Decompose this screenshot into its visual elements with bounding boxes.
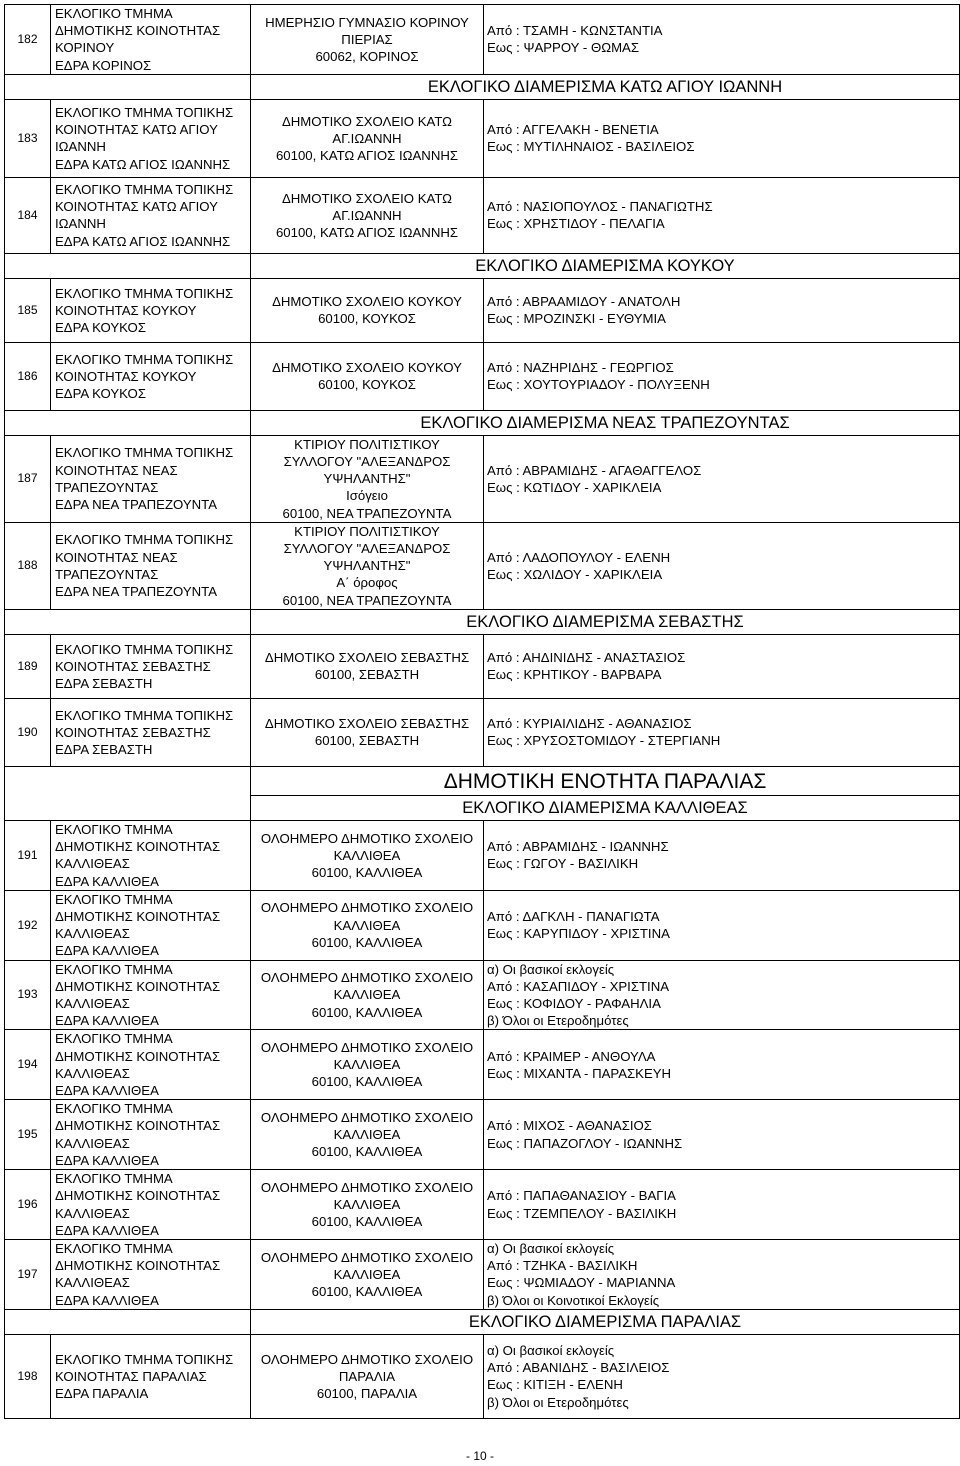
cell-line: ΚΑΛΛΙΘΕΑΣ — [55, 1065, 130, 1081]
voters-range-cell — [484, 1334, 960, 1418]
district-title: ΕΚΛΟΓΙΚΟ ΔΙΑΜΕΡΙΣΜΑ ΚΟΥΚΟΥ — [251, 253, 960, 278]
cell-line: ΕΚΛΟΓΙΚΟ ΤΜΗΜΑ ΤΟΠΙΚΗΣ — [55, 104, 234, 120]
voters-range-cell — [484, 890, 960, 960]
header-left-spacer — [5, 1309, 251, 1334]
section-name-cell — [51, 177, 251, 253]
cell-line: Από : ΑΒΡΑΜΙΔΗΣ - ΙΩΑΝΝΗΣ — [487, 839, 669, 855]
cell-line: Εως : ΧΟΥΤΟΥΡΙΑΔΟΥ - ΠΟΛΥΞΕΝΗ — [487, 377, 710, 393]
section-number: 195 — [5, 1100, 51, 1170]
section-number: 196 — [5, 1170, 51, 1240]
cell-line: Εως : ΧΩΛΙΔΟΥ - ΧΑΡΙΚΛΕΙΑ — [487, 566, 663, 582]
polling-location-cell — [251, 435, 484, 522]
cell-line: ΕΔΡΑ ΚΑΛΛΙΘΕΑ — [55, 1222, 159, 1238]
cell-line: ΟΛΟΗΜΕΡΟ ΔΗΜΟΤΙΚΟ ΣΧΟΛΕΙΟ — [260, 900, 474, 916]
cell-line: Από : ΑΗΔΙΝΙΔΗΣ - ΑΝΑΣΤΑΣΙΟΣ — [487, 650, 686, 666]
cell-line: α) Οι βασικοί εκλογείς — [487, 961, 615, 977]
cell-line: ΣΥΛΛΟΓΟΥ "ΑΛΕΞΑΝΔΡΟΣ — [283, 454, 451, 470]
cell-line: ΕΚΛΟΓΙΚΟ ΤΜΗΜΑ — [55, 1101, 173, 1117]
cell-line: ΙΩΑΝΝΗ — [55, 139, 106, 155]
voters-range-cell — [484, 99, 960, 177]
polling-location-cell — [251, 960, 484, 1030]
municipal-unit-header-row — [5, 766, 960, 795]
cell-line: ΤΡΑΠΕΖΟΥΝΤΑΣ — [55, 566, 159, 582]
cell-line: Εως : ΨΩΜΙΑΔΟΥ - ΜΑΡΙΑΝΝΑ — [487, 1275, 676, 1291]
polling-stations-table — [4, 4, 960, 1419]
cell-line: ΟΛΟΗΜΕΡΟ ΔΗΜΟΤΙΚΟ ΣΧΟΛΕΙΟ — [260, 1040, 474, 1056]
polling-location-cell — [251, 522, 484, 609]
cell-line: Α΄ όροφος — [336, 575, 398, 591]
cell-line: ΔΗΜΟΤΙΚΟ ΣΧΟΛΕΙΟ ΣΕΒΑΣΤΗΣ — [264, 650, 470, 666]
cell-line: ΕΔΡΑ ΚΟΥΚΟΣ — [55, 385, 146, 401]
table-row — [5, 634, 960, 698]
cell-line: Από : ΠΑΠΑΘΑΝΑΣΙΟΥ - ΒΑΓΙΑ — [487, 1188, 676, 1204]
cell-line: 60100, ΚΑΤΩ ΑΓΙΟΣ ΙΩΑΝΝΗΣ — [275, 224, 459, 240]
cell-line: 60100, ΝΕΑ ΤΡΑΠΕΖΟΥΝΤΑ — [282, 592, 452, 608]
cell-line: ΔΗΜΟΤΙΚΟ ΣΧΟΛΕΙΟ ΚΟΥΚΟΥ — [272, 360, 462, 376]
cell-line: ΚΑΛΛΙΘΕΑΣ — [55, 1275, 130, 1291]
cell-line: ΕΔΡΑ ΣΕΒΑΣΤΗ — [55, 675, 153, 691]
cell-line: ΔΗΜΟΤΙΚΗΣ ΚΟΙΝΟΤΗΤΑΣ — [55, 1118, 221, 1134]
cell-line: ΔΗΜΟΤΙΚΟ ΣΧΟΛΕΙΟ ΣΕΒΑΣΤΗΣ — [264, 716, 470, 732]
section-name-cell — [51, 960, 251, 1030]
cell-line: 60100, ΚΟΥΚΟΣ — [318, 377, 416, 393]
section-name-cell — [51, 278, 251, 342]
polling-location-cell — [251, 634, 484, 698]
cell-line: Από : ΚΑΣΑΠΙΔΟΥ - ΧΡΙΣΤΙΝΑ — [487, 978, 670, 994]
cell-line: ΕΔΡΑ ΚΑΤΩ ΑΓΙΟΣ ΙΩΑΝΝΗΣ — [55, 233, 231, 249]
cell-line: ΚΑΛΛΙΘΕΑ — [333, 1127, 401, 1143]
cell-line: ΔΗΜΟΤΙΚΟ ΣΧΟΛΕΙΟ ΚΑΤΩ — [281, 113, 453, 129]
cell-line: ΠΙΕΡΙΑΣ — [341, 31, 393, 47]
district-title: ΕΚΛΟΓΙΚΟ ΔΙΑΜΕΡΙΣΜΑ ΠΑΡΑΛΙΑΣ — [251, 1309, 960, 1334]
header-left-spacer — [5, 74, 251, 99]
cell-line: 60100, ΚΑΛΛΙΘΕΑ — [311, 1004, 423, 1020]
cell-line: ΕΚΛΟΓΙΚΟ ΤΜΗΜΑ — [55, 961, 173, 977]
polling-location-cell — [251, 177, 484, 253]
cell-line: Από : ΤΣΑΜΗ - ΚΩΝΣΤΑΝΤΙΑ — [487, 23, 663, 39]
section-name-cell — [51, 634, 251, 698]
cell-line: ΚΟΙΝΟΤΗΤΑΣ ΠΑΡΑΛΙΑΣ — [55, 1368, 207, 1384]
section-name-cell — [51, 820, 251, 890]
cell-line: ΔΗΜΟΤΙΚΗΣ ΚΟΙΝΟΤΗΤΑΣ — [55, 839, 221, 855]
section-name-cell — [51, 99, 251, 177]
cell-line: ΚΟΙΝΟΤΗΤΑΣ ΝΕΑΣ — [55, 549, 178, 565]
polling-location-cell — [251, 1030, 484, 1100]
voters-range-cell — [484, 1239, 960, 1309]
cell-line: ΔΗΜΟΤΙΚΗΣ ΚΟΙΝΟΤΗΤΑΣ — [55, 978, 221, 994]
cell-line: ΔΗΜΟΤΙΚΟ ΣΧΟΛΕΙΟ ΚΟΥΚΟΥ — [272, 294, 462, 310]
cell-line: ΔΗΜΟΤΙΚΗΣ ΚΟΙΝΟΤΗΤΑΣ — [55, 1188, 221, 1204]
cell-line: Εως : ΧΡΥΣΟΣΤΟΜΙΔΟΥ - ΣΤΕΡΓΙΑΝΗ — [487, 733, 721, 749]
table-row — [5, 890, 960, 960]
section-name-cell — [51, 342, 251, 410]
cell-line: ΕΔΡΑ ΣΕΒΑΣΤΗ — [55, 741, 153, 757]
table-row — [5, 435, 960, 522]
cell-line: Εως : ΜΙΧΑΝΤΑ - ΠΑΡΑΣΚΕΥΗ — [487, 1065, 672, 1081]
header-left-spacer — [5, 253, 251, 278]
cell-line: ΔΗΜΟΤΙΚΗΣ ΚΟΙΝΟΤΗΤΑΣ — [55, 1048, 221, 1064]
cell-line: ΑΓ.ΙΩΑΝΝΗ — [332, 207, 402, 223]
cell-line: Εως : ΚΩΤΙΔΟΥ - ΧΑΡΙΚΛΕΙΑ — [487, 479, 662, 495]
section-name-cell — [51, 522, 251, 609]
table-row — [5, 820, 960, 890]
cell-line: ΕΚΛΟΓΙΚΟ ΤΜΗΜΑ ΤΟΠΙΚΗΣ — [55, 1351, 234, 1367]
cell-line: Από : ΚΡΑΙΜΕΡ - ΑΝΘΟΥΛΑ — [487, 1048, 656, 1064]
cell-line: ΕΔΡΑ ΚΑΛΛΙΘΕΑ — [55, 1152, 159, 1168]
cell-line: Από : ΑΒΡΑΜΙΔΗΣ - ΑΓΑΘΑΓΓΕΛΟΣ — [487, 462, 702, 478]
cell-line: ΟΛΟΗΜΕΡΟ ΔΗΜΟΤΙΚΟ ΣΧΟΛΕΙΟ — [260, 1351, 474, 1367]
section-name-cell — [51, 1239, 251, 1309]
cell-line: ΕΚΛΟΓΙΚΟ ΤΜΗΜΑ ΤΟΠΙΚΗΣ — [55, 707, 234, 723]
header-left-spacer — [5, 609, 251, 634]
cell-line: ΕΔΡΑ ΚΑΛΛΙΘΕΑ — [55, 1013, 159, 1029]
polling-location-cell — [251, 1334, 484, 1418]
cell-line: 60100, ΚΑΛΛΙΘΕΑ — [311, 1214, 423, 1230]
cell-line: Εως : ΚΡΗΤΙΚΟΥ - ΒΑΡΒΑΡΑ — [487, 667, 662, 683]
polling-location-cell — [251, 1170, 484, 1240]
district-header-row — [5, 410, 960, 435]
cell-line: ΗΜΕΡΗΣΙΟ ΓΥΜΝΑΣΙΟ ΚΟΡΙΝΟΥ — [265, 14, 469, 30]
cell-line: Από : ΑΓΓΕΛΑΚΗ - ΒΕΝΕΤΙΑ — [487, 122, 659, 138]
section-number: 186 — [5, 342, 51, 410]
cell-line: ΕΚΛΟΓΙΚΟ ΤΜΗΜΑ ΤΟΠΙΚΗΣ — [55, 351, 234, 367]
cell-line: Από : ΚΥΡΙΑΙΛΙΔΗΣ - ΑΘΑΝΑΣΙΟΣ — [487, 716, 692, 732]
cell-line: 60100, ΚΑΛΛΙΘΕΑ — [311, 1144, 423, 1160]
section-number: 193 — [5, 960, 51, 1030]
cell-line: ΚΟΙΝΟΤΗΤΑΣ ΣΕΒΑΣΤΗΣ — [55, 658, 211, 674]
table-row — [5, 5, 960, 75]
cell-line: ΟΛΟΗΜΕΡΟ ΔΗΜΟΤΙΚΟ ΣΧΟΛΕΙΟ — [260, 1179, 474, 1195]
cell-line: Εως : ΜΡΟΖΙΝΣΚΙ - ΕΥΘΥΜΙΑ — [487, 311, 666, 327]
cell-line: ΕΔΡΑ ΚΟΡΙΝΟΣ — [55, 57, 152, 73]
section-number: 184 — [5, 177, 51, 253]
polling-location-cell — [251, 99, 484, 177]
cell-line: ΚΤΙΡΙΟΥ ΠΟΛΙΤΙΣΤΙΚΟΥ — [294, 436, 440, 452]
table-row — [5, 698, 960, 766]
cell-line: ΚΑΛΛΙΘΕΑΣ — [55, 1135, 130, 1151]
voters-range-cell — [484, 1030, 960, 1100]
cell-line: ΕΔΡΑ ΚΑΛΛΙΘΕΑ — [55, 943, 159, 959]
cell-line: Από : ΛΑΔΟΠΟΥΛΟΥ - ΕΛΕΝΗ — [487, 549, 671, 565]
cell-line: ΚΟΙΝΟΤΗΤΑΣ ΚΑΤΩ ΑΓΙΟΥ — [55, 122, 218, 138]
section-name-cell — [51, 435, 251, 522]
section-name-cell — [51, 698, 251, 766]
voters-range-cell — [484, 522, 960, 609]
cell-line: 60100, ΣΕΒΑΣΤΗ — [314, 667, 420, 683]
cell-line: ΣΥΛΛΟΓΟΥ "ΑΛΕΞΑΝΔΡΟΣ — [283, 541, 451, 557]
table-row — [5, 278, 960, 342]
cell-line: 60100, ΚΟΥΚΟΣ — [318, 311, 416, 327]
cell-line: ΕΚΛΟΓΙΚΟ ΤΜΗΜΑ ΤΟΠΙΚΗΣ — [55, 641, 234, 657]
district-header-row — [5, 609, 960, 634]
cell-line: Από : ΤΖΗΚΑ - ΒΑΣΙΛΙΚΗ — [487, 1258, 638, 1274]
cell-line: Από : ΝΑΖΗΡΙΔΗΣ - ΓΕΩΡΓΙΟΣ — [487, 360, 674, 376]
polling-location-cell — [251, 890, 484, 960]
cell-line: ΚΑΛΛΙΘΕΑ — [333, 987, 401, 1003]
cell-line: Από : ΝΑΣΙΟΠΟΥΛΟΣ - ΠΑΝΑΓΙΩΤΗΣ — [487, 199, 713, 215]
cell-line: ΚΟΙΝΟΤΗΤΑΣ ΚΑΤΩ ΑΓΙΟΥ — [55, 199, 218, 215]
district-title: ΕΚΛΟΓΙΚΟ ΔΙΑΜΕΡΙΣΜΑ ΚΑΤΩ ΑΓΙΟΥ ΙΩΑΝΝΗ — [251, 74, 960, 99]
cell-line: β) Όλοι οι Ετεροδημότες — [487, 1013, 629, 1029]
cell-line: Από : ΔΑΓΚΛΗ - ΠΑΝΑΓΙΩΤΑ — [487, 909, 660, 925]
cell-line: ΔΗΜΟΤΙΚΟ ΣΧΟΛΕΙΟ ΚΑΤΩ — [281, 190, 453, 206]
table-row — [5, 99, 960, 177]
cell-line: ΕΚΛΟΓΙΚΟ ΤΜΗΜΑ — [55, 1031, 173, 1047]
section-number: 192 — [5, 890, 51, 960]
cell-line: Εως : ΠΑΠΑΖΟΓΛΟΥ - ΙΩΑΝΝΗΣ — [487, 1135, 683, 1151]
cell-line: ΟΛΟΗΜΕΡΟ ΔΗΜΟΤΙΚΟ ΣΧΟΛΕΙΟ — [260, 970, 474, 986]
cell-line: ΚΟΙΝΟΤΗΤΑΣ ΣΕΒΑΣΤΗΣ — [55, 724, 211, 740]
cell-line: ΔΗΜΟΤΙΚΗΣ ΚΟΙΝΟΤΗΤΑΣ — [55, 909, 221, 925]
cell-line: ΕΔΡΑ ΝΕΑ ΤΡΑΠΕΖΟΥΝΤΑ — [55, 497, 218, 513]
cell-line: Εως : ΨΑΡΡΟΥ - ΘΩΜΑΣ — [487, 40, 640, 56]
polling-location-cell — [251, 1100, 484, 1170]
polling-location-cell — [251, 278, 484, 342]
cell-line: Εως : ΧΡΗΣΤΙΔΟΥ - ΠΕΛΑΓΙΑ — [487, 216, 665, 232]
cell-line: β) Όλοι οι Κοινοτικοί Εκλογείς — [487, 1292, 660, 1308]
cell-line: ΕΚΛΟΓΙΚΟ ΤΜΗΜΑ ΤΟΠΙΚΗΣ — [55, 181, 234, 197]
polling-location-cell — [251, 698, 484, 766]
voters-range-cell — [484, 634, 960, 698]
voters-range-cell — [484, 698, 960, 766]
table-row — [5, 177, 960, 253]
voters-range-cell — [484, 278, 960, 342]
header-left-spacer — [5, 410, 251, 435]
cell-line: ΚΤΙΡΙΟΥ ΠΟΛΙΤΙΣΤΙΚΟΥ — [294, 523, 440, 539]
section-number: 198 — [5, 1334, 51, 1418]
cell-line: ΕΚΛΟΓΙΚΟ ΤΜΗΜΑ ΤΟΠΙΚΗΣ — [55, 445, 234, 461]
cell-line: α) Οι βασικοί εκλογείς — [487, 1343, 615, 1358]
section-number: 182 — [5, 5, 51, 75]
voters-range-cell — [484, 342, 960, 410]
polling-location-cell — [251, 5, 484, 75]
table-row — [5, 342, 960, 410]
section-number: 194 — [5, 1030, 51, 1100]
cell-line: β) Όλοι οι Ετεροδημότες — [487, 1394, 629, 1410]
municipal-unit-title: ΔΗΜΟΤΙΚΗ ΕΝΟΤΗΤΑ ΠΑΡΑΛΙΑΣ — [251, 766, 960, 795]
cell-line: ΚΑΛΛΙΘΕΑ — [333, 1196, 401, 1212]
cell-line: ΚΑΛΛΙΘΕΑΣ — [55, 856, 130, 872]
table-row — [5, 1030, 960, 1100]
cell-line: ΚΑΛΛΙΘΕΑ — [333, 847, 401, 863]
section-number: 190 — [5, 698, 51, 766]
voters-range-cell — [484, 177, 960, 253]
header-left-spacer — [5, 766, 251, 795]
cell-line: ΚΑΛΛΙΘΕΑΣ — [55, 1205, 130, 1221]
cell-line: Εως : ΤΖΕΜΠΕΛΟΥ - ΒΑΣΙΛΙΚΗ — [487, 1205, 677, 1221]
table-row — [5, 1100, 960, 1170]
cell-line: ΕΔΡΑ ΚΑΛΛΙΘΕΑ — [55, 873, 159, 889]
cell-line: 60100, ΚΑΛΛΙΘΕΑ — [311, 864, 423, 880]
section-number: 187 — [5, 435, 51, 522]
cell-line: ΟΛΟΗΜΕΡΟ ΔΗΜΟΤΙΚΟ ΣΧΟΛΕΙΟ — [260, 830, 474, 846]
cell-line: ΔΗΜΟΤΙΚΗΣ ΚΟΙΝΟΤΗΤΑΣ — [55, 23, 221, 39]
section-name-cell — [51, 1100, 251, 1170]
voters-range-cell — [484, 1100, 960, 1170]
cell-line: 60100, ΝΕΑ ΤΡΑΠΕΖΟΥΝΤΑ — [282, 505, 452, 521]
cell-line: ΕΚΛΟΓΙΚΟ ΤΜΗΜΑ — [55, 821, 173, 837]
polling-location-cell — [251, 820, 484, 890]
cell-line: ΕΚΛΟΓΙΚΟ ΤΜΗΜΑ — [55, 6, 173, 21]
cell-line: 60100, ΚΑΤΩ ΑΓΙΟΣ ΙΩΑΝΝΗΣ — [275, 147, 459, 163]
district-title: ΕΚΛΟΓΙΚΟ ΔΙΑΜΕΡΙΣΜΑ ΝΕΑΣ ΤΡΑΠΕΖΟΥΝΤΑΣ — [251, 410, 960, 435]
district-header-row — [5, 1309, 960, 1334]
polling-location-cell — [251, 1239, 484, 1309]
cell-line: ΤΡΑΠΕΖΟΥΝΤΑΣ — [55, 479, 159, 495]
cell-line: ΕΔΡΑ ΚΑΛΛΙΘΕΑ — [55, 1083, 159, 1099]
cell-line: ΔΗΜΟΤΙΚΗΣ ΚΟΙΝΟΤΗΤΑΣ — [55, 1258, 221, 1274]
table-row — [5, 1334, 960, 1418]
cell-line: ΚΟΙΝΟΤΗΤΑΣ ΝΕΑΣ — [55, 462, 178, 478]
cell-line: Εως : ΓΩΓΟΥ - ΒΑΣΙΛΙΚΗ — [487, 856, 639, 872]
cell-line: Ισόγειο — [346, 488, 388, 504]
district-header-row — [5, 253, 960, 278]
cell-line: 60100, ΚΑΛΛΙΘΕΑ — [311, 934, 423, 950]
header-left-spacer — [5, 795, 251, 820]
cell-line: ΚΑΛΛΙΘΕΑΣ — [55, 926, 130, 942]
polling-location-cell — [251, 342, 484, 410]
section-name-cell — [51, 1030, 251, 1100]
cell-line: ΕΚΛΟΓΙΚΟ ΤΜΗΜΑ ΤΟΠΙΚΗΣ — [55, 285, 234, 301]
cell-line: ΕΔΡΑ ΚΑΤΩ ΑΓΙΟΣ ΙΩΑΝΝΗΣ — [55, 156, 231, 172]
section-name-cell — [51, 1170, 251, 1240]
cell-line: ΠΑΡΑΛΙΑ — [338, 1368, 396, 1384]
section-number: 189 — [5, 634, 51, 698]
voters-range-cell — [484, 435, 960, 522]
cell-line: ΚΟΙΝΟΤΗΤΑΣ ΚΟΥΚΟΥ — [55, 302, 197, 318]
cell-line: ΕΚΛΟΓΙΚΟ ΤΜΗΜΑ — [55, 1171, 173, 1187]
district-header-row — [5, 795, 960, 820]
cell-line: Εως : ΚΑΡΥΠΙΔΟΥ - ΧΡΙΣΤΙΝΑ — [487, 926, 670, 942]
cell-line: ΚΑΛΛΙΘΕΑΣ — [55, 996, 130, 1012]
cell-line: ΚΑΛΛΙΘΕΑ — [333, 1266, 401, 1282]
section-number: 185 — [5, 278, 51, 342]
cell-line: ΙΩΑΝΝΗ — [55, 216, 106, 232]
cell-line: ΕΚΛΟΓΙΚΟ ΤΜΗΜΑ ΤΟΠΙΚΗΣ — [55, 532, 234, 548]
cell-line: ΟΛΟΗΜΕΡΟ ΔΗΜΟΤΙΚΟ ΣΧΟΛΕΙΟ — [260, 1109, 474, 1125]
cell-line: ΕΚΛΟΓΙΚΟ ΤΜΗΜΑ — [55, 891, 173, 907]
cell-line: ΑΓ.ΙΩΑΝΝΗ — [332, 130, 402, 146]
voters-range-cell — [484, 1170, 960, 1240]
cell-line: 60062, ΚΟΡΙΝΟΣ — [315, 49, 419, 64]
section-number: 183 — [5, 99, 51, 177]
cell-line: Από : ΑΒΡΑΑΜΙΔΟΥ - ΑΝΑΤΟΛΗ — [487, 294, 681, 310]
cell-line: ΚΑΛΛΙΘΕΑ — [333, 917, 401, 933]
cell-line: ΕΔΡΑ ΝΕΑ ΤΡΑΠΕΖΟΥΝΤΑ — [55, 584, 218, 600]
cell-line: ΚΟΡΙΝΟΥ — [55, 40, 115, 56]
cell-line: Εως : ΚΟΦΙΔΟΥ - ΡΑΦΑΗΛΙΑ — [487, 996, 661, 1012]
section-name-cell — [51, 1334, 251, 1418]
voters-range-cell — [484, 820, 960, 890]
cell-line: ΚΟΙΝΟΤΗΤΑΣ ΚΟΥΚΟΥ — [55, 368, 197, 384]
cell-line: 60100, ΚΑΛΛΙΘΕΑ — [311, 1074, 423, 1090]
table-row — [5, 1239, 960, 1309]
cell-line: Εως : ΜΥΤΙΛΗΝΑΙΟΣ - ΒΑΣΙΛΕΙΟΣ — [487, 139, 695, 155]
table-row — [5, 522, 960, 609]
table-row — [5, 1170, 960, 1240]
cell-line: ΕΔΡΑ ΚΟΥΚΟΣ — [55, 319, 146, 335]
cell-line: ΚΑΛΛΙΘΕΑ — [333, 1057, 401, 1073]
cell-line: ΟΛΟΗΜΕΡΟ ΔΗΜΟΤΙΚΟ ΣΧΟΛΕΙΟ — [260, 1249, 474, 1265]
voters-range-cell — [484, 960, 960, 1030]
section-name-cell — [51, 5, 251, 75]
section-number: 197 — [5, 1239, 51, 1309]
cell-line: ΥΨΗΛΑΝΤΗΣ" — [323, 558, 411, 574]
cell-line: α) Οι βασικοί εκλογείς — [487, 1241, 615, 1256]
cell-line: 60100, ΠΑΡΑΛΙΑ — [316, 1386, 418, 1401]
cell-line: 60100, ΣΕΒΑΣΤΗ — [314, 733, 420, 749]
page-number: - 10 - — [465, 1449, 494, 1463]
cell-line: ΕΔΡΑ ΚΑΛΛΙΘΕΑ — [55, 1292, 159, 1308]
cell-line: ΕΚΛΟΓΙΚΟ ΤΜΗΜΑ — [55, 1241, 173, 1256]
section-name-cell — [51, 890, 251, 960]
district-title: ΕΚΛΟΓΙΚΟ ΔΙΑΜΕΡΙΣΜΑ ΣΕΒΑΣΤΗΣ — [251, 609, 960, 634]
cell-line: 60100, ΚΑΛΛΙΘΕΑ — [311, 1284, 423, 1299]
cell-line: ΕΔΡΑ ΠΑΡΑΛΙΑ — [55, 1386, 149, 1401]
table-row — [5, 960, 960, 1030]
cell-line: Εως : ΚΙΤΙΞΗ - ΕΛΕΝΗ — [487, 1377, 623, 1393]
cell-line: Από : ΜΙΧΟΣ - ΑΘΑΝΑΣΙΟΣ — [487, 1118, 652, 1134]
district-header-row — [5, 74, 960, 99]
cell-line: ΥΨΗΛΑΝΤΗΣ" — [323, 471, 411, 487]
cell-line: Από : ΑΒΑΝΙΔΗΣ - ΒΑΣΙΛΕΙΟΣ — [487, 1360, 670, 1376]
section-number: 191 — [5, 820, 51, 890]
voters-range-cell — [484, 5, 960, 75]
section-number: 188 — [5, 522, 51, 609]
district-title: ΕΚΛΟΓΙΚΟ ΔΙΑΜΕΡΙΣΜΑ ΚΑΛΛΙΘΕΑΣ — [251, 795, 960, 820]
